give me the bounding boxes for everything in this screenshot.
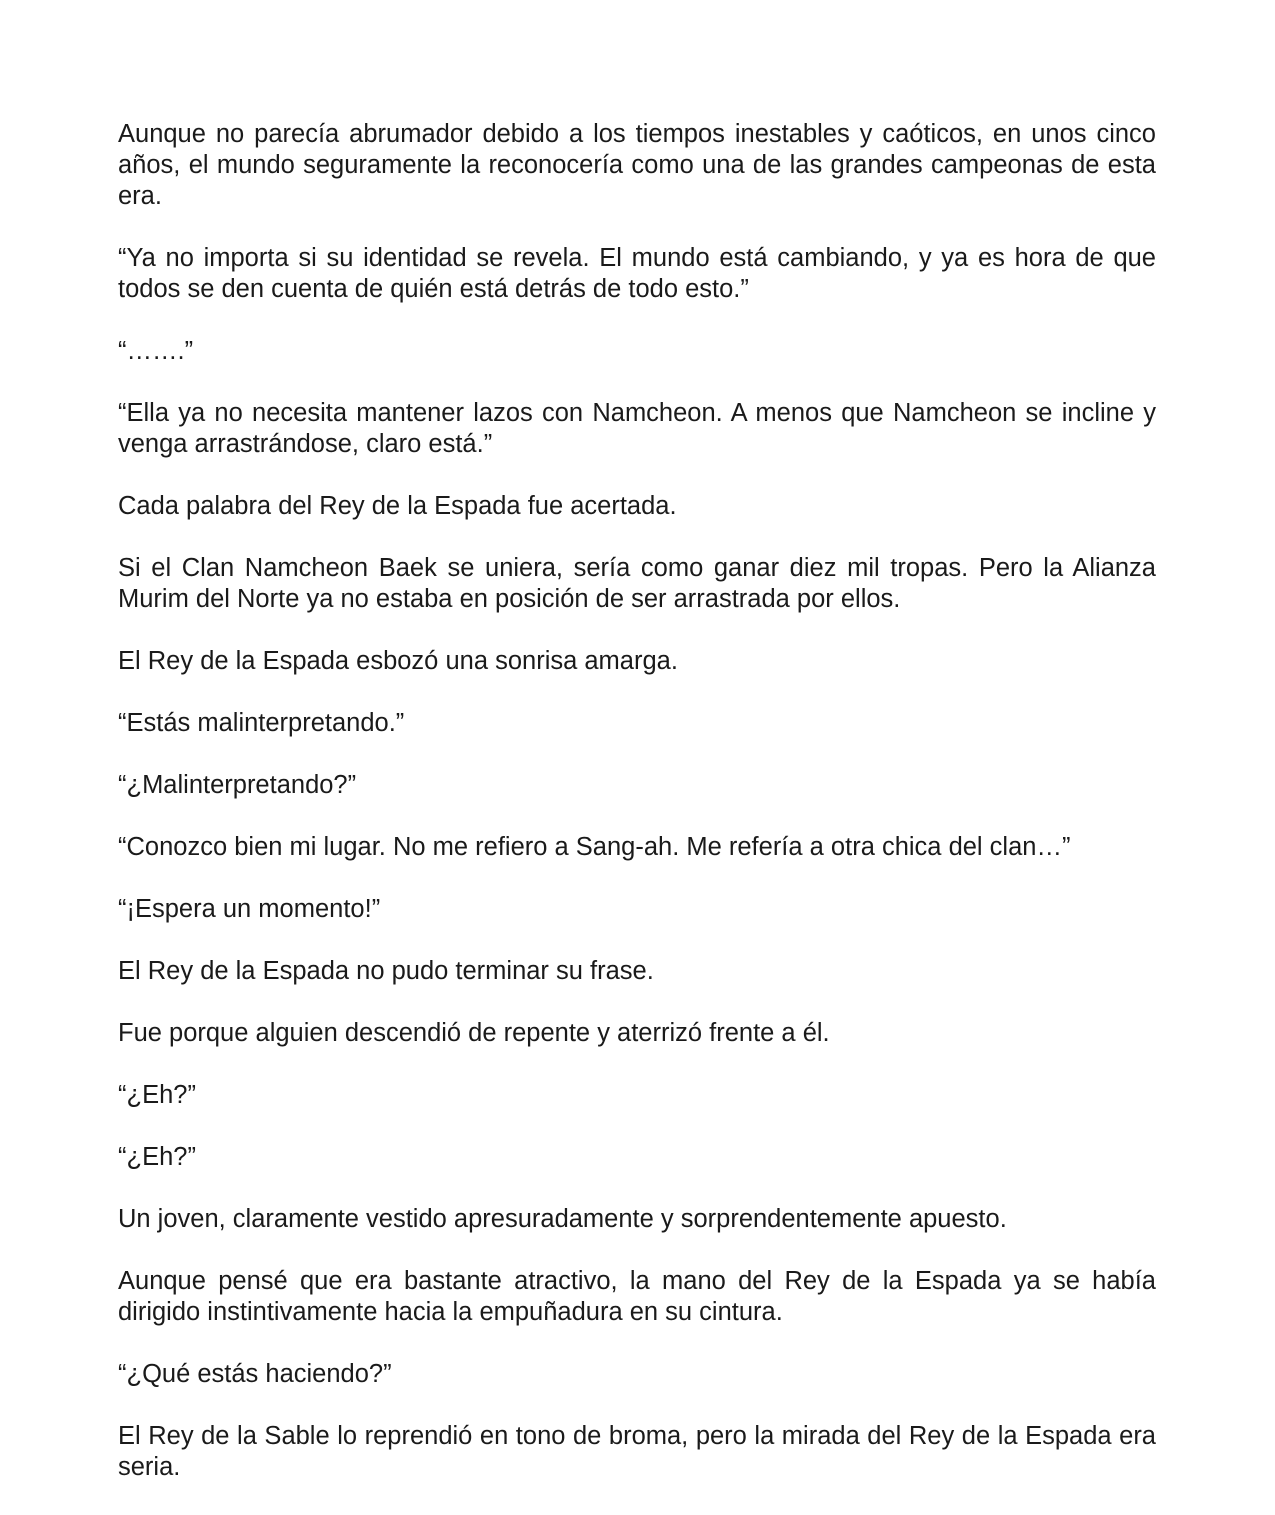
paragraph: Aunque pensé que era bastante atractivo, la mano del Rey de la Espada ya se había dirigido instintivamente hacia la empuñadura en su cintura. (118, 1267, 1156, 1326)
paragraph: Fue porque alguien descendió de repente y aterrizó frente a él. (118, 1019, 830, 1047)
paragraph: “Conozco bien mi lugar. No me refiero a Sang-ah. Me refería a otra chica del clan…” (118, 833, 1071, 861)
paragraph: El Rey de la Espada esbozó una sonrisa amarga. (118, 647, 678, 675)
paragraph: El Rey de la Espada no pudo terminar su frase. (118, 957, 654, 985)
paragraph: “¿Qué estás haciendo?” (118, 1360, 392, 1388)
paragraph: “¿Eh?” (118, 1081, 196, 1109)
paragraph: “Estás malinterpretando.” (118, 709, 405, 737)
paragraph: “Ya no importa si su identidad se revela. El mundo está cambiando, y ya es hora de que todos se den cuenta de quién está detrás de todo esto.” (118, 244, 1156, 303)
paragraph: “¡Espera un momento!” (118, 895, 381, 923)
paragraph: Si el Clan Namcheon Baek se uniera, sería como ganar diez mil tropas. Pero la Alianza Murim del Norte ya no estaba en posición de ser arrastrada por ellos. (118, 554, 1156, 613)
paragraph: Un joven, claramente vestido apresuradamente y sorprendentemente apuesto. (118, 1205, 1007, 1233)
document-page (118, 119, 1156, 1514)
paragraph: El Rey de la Sable lo reprendió en tono de broma, pero la mirada del Rey de la Espada era seria. (118, 1422, 1156, 1481)
paragraph: “¿Malinterpretando?” (118, 771, 357, 799)
paragraph: “…….” (118, 337, 194, 365)
paragraph: “Ella ya no necesita mantener lazos con Namcheon. A menos que Namcheon se incline y venga arrastrándose, claro está.” (118, 399, 1156, 458)
paragraph: Aunque no parecía abrumador debido a los tiempos inestables y caóticos, en unos cinco años, el mundo seguramente la reconocería como una de las grandes campeonas de esta era. (118, 120, 1156, 210)
paragraph: “¿Eh?” (118, 1143, 196, 1171)
paragraph: Cada palabra del Rey de la Espada fue acertada. (118, 492, 677, 520)
